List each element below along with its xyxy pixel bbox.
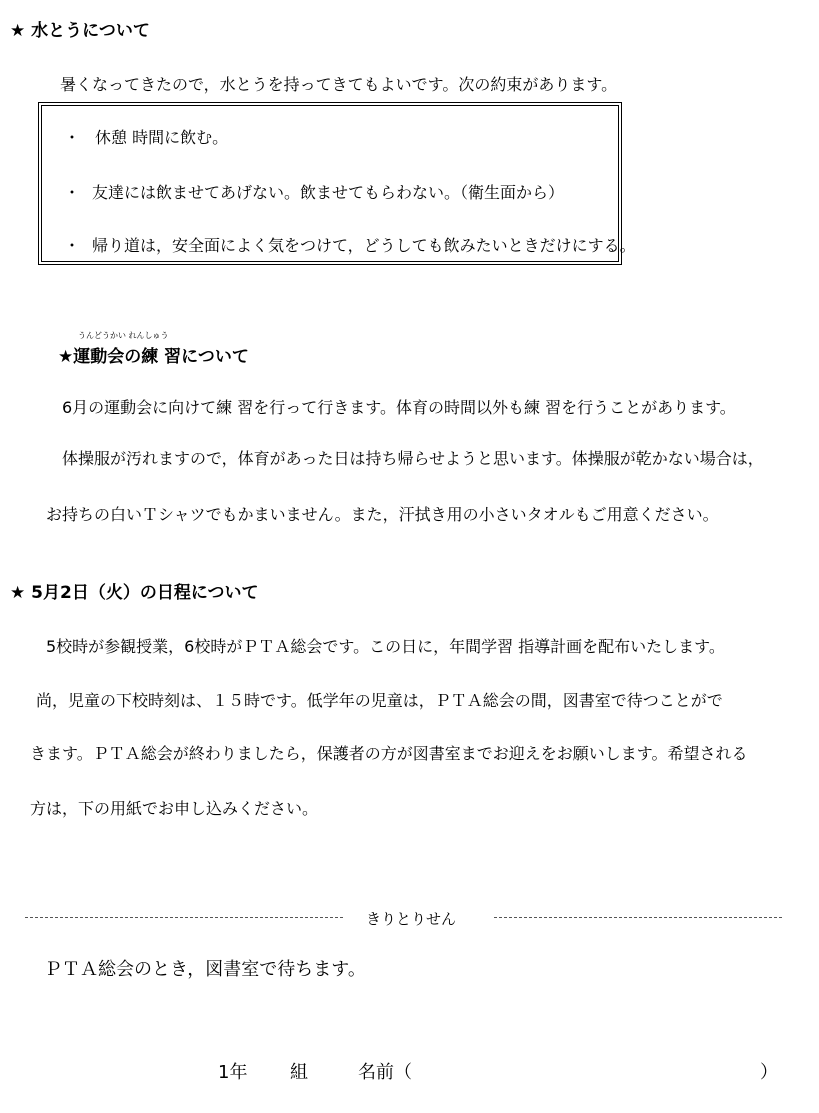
heading-sports-day: ★運動会の練 習について: [58, 347, 249, 367]
slip-grade: 1年: [218, 1062, 248, 1083]
rule-item-1: 休憩 時間に飲む。: [95, 128, 229, 147]
rule-item-3: 帰り道は，安全面によく気をつけて，どうしても飲みたいときだけにする。: [92, 236, 636, 255]
heading-schedule: ★ 5月2日（火）の日程について: [10, 583, 259, 603]
slip-name-close: ）: [760, 1062, 778, 1083]
cut-line-label: きりとりせん: [366, 910, 457, 928]
heading-water-bottle: ★ 水とうについて: [10, 21, 150, 41]
sports-day-paragraph-3: お持ちの白いＴシャツでもかまいません。また，汗拭き用の小さいタオルもご用意ください。: [46, 505, 719, 524]
bullet-3: ・: [64, 236, 81, 255]
heading-ruby: うんどうかい れんしゅう: [78, 331, 169, 340]
cut-line-left: [25, 917, 343, 918]
bullet-2: ・: [64, 183, 81, 202]
slip-class: 組: [290, 1062, 308, 1083]
slip-name-label: 名前（: [358, 1062, 412, 1083]
schedule-paragraph-3: きます。ＰＴＡ総会が終わりましたら，保護者の方が図書室までお迎えをお願いします。希望される: [30, 744, 748, 763]
sports-day-paragraph-2: 体操服が汚れますので，体育があった日は持ち帰らせようと思います。体操服が乾かない場合は，: [62, 449, 764, 468]
bullet-1: ・: [64, 128, 81, 147]
sports-day-paragraph-1: 6月の運動会に向けて練 習を行って行きます。体育の時間以外も練 習を行うことがあります。: [62, 398, 736, 417]
rule-item-2: 友達には飲ませてあげない。飲ませてもらわない。（衛生面から）: [92, 183, 565, 202]
cut-line-right: [494, 917, 782, 918]
schedule-paragraph-2: 尚，児童の下校時刻は、１５時です。低学年の児童は，ＰＴＡ総会の間，図書室で待つことがで: [36, 691, 723, 710]
slip-statement: ＰＴＡ総会のとき，図書室で待ちます。: [44, 959, 366, 980]
schedule-paragraph-1: 5校時が参観授業，6校時がＰＴＡ総会です。この日に，年間学習 指導計画を配布いたします。: [46, 637, 725, 656]
schedule-paragraph-4: 方は，下の用紙でお申し込みください。: [30, 799, 319, 818]
water-bottle-intro: 暑くなってきたので，水とうを持ってきてもよいです。次の約束があります。: [60, 75, 618, 94]
